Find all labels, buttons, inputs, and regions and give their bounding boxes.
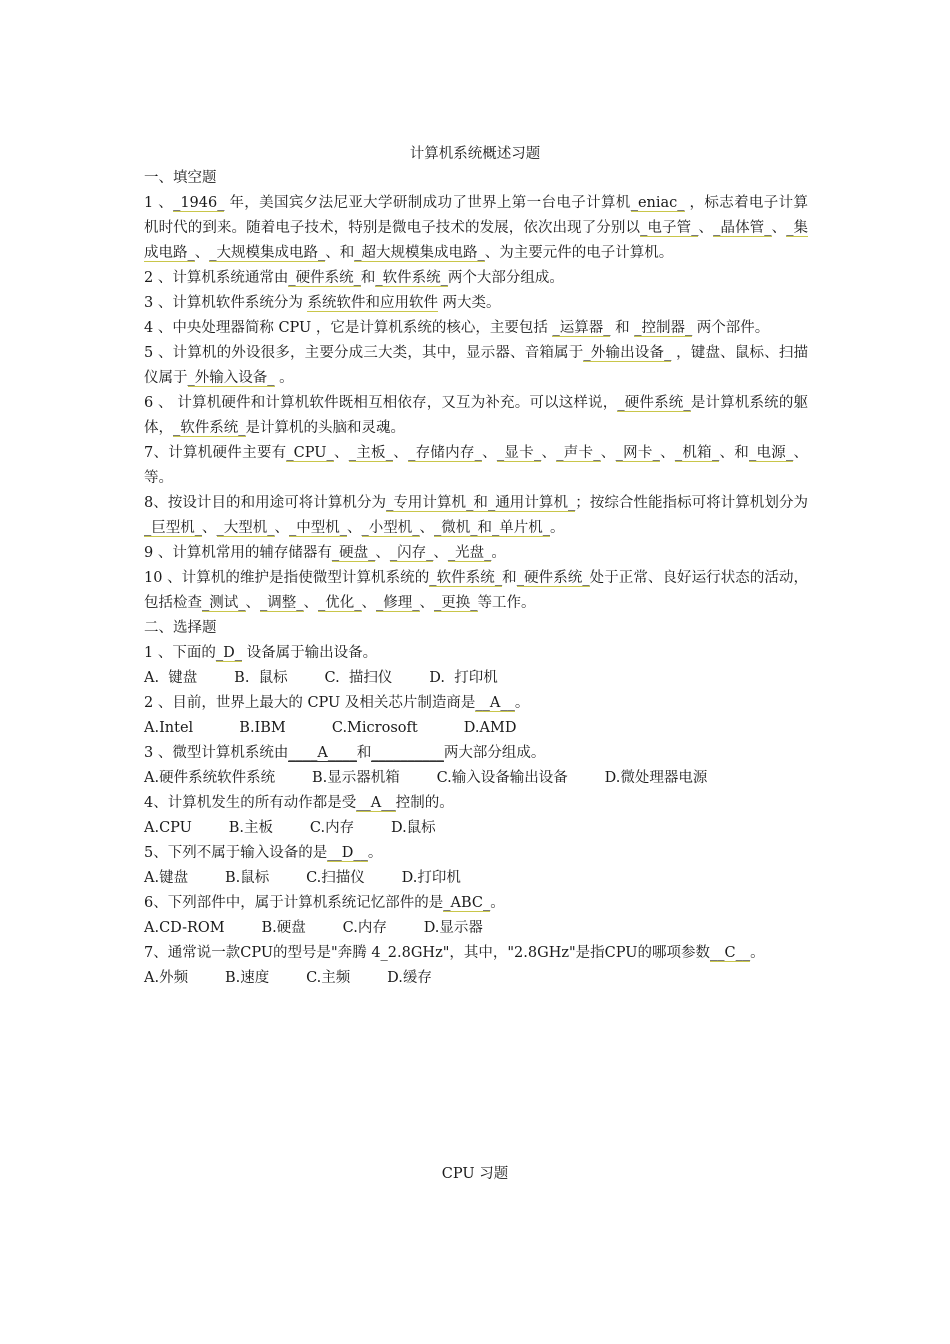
- answer: _主板_: [348, 445, 394, 461]
- answer: _超大规模集成电路_: [354, 245, 485, 261]
- question-choice-3: 3 、微型计算机系统由____A____和__________两大部分组成。: [144, 745, 546, 761]
- blank: __________: [371, 745, 444, 761]
- question-choice-5: 5、下列不属于输入设备的是__D__。: [144, 845, 383, 861]
- answer: _修理_: [376, 595, 420, 611]
- answer: ____A____: [288, 745, 357, 761]
- answer: _电源_: [749, 445, 794, 461]
- question-choice-6: 6、下列部件中，属于计算机系统记忆部件的是_ABC_。: [144, 895, 505, 911]
- question-fill-1: 1 、_1946_ 年，美国宾夕法尼亚大学研制成功了世界上第一台电子计算机_eniac_ ，标志着电子计算机时代的到来。随着电子技术，特别是微电子技术的发展，依次出现了分别以_电子管_、_晶体管_、_集成电路_、_大规模集成电路_、和_超大规模集成电路_、为主要元件的电子计算机。: [144, 195, 809, 261]
- answer: _硬盘_: [331, 545, 376, 561]
- answer: __C__: [709, 945, 751, 961]
- question-fill-6: 6 、 计算机硬件和计算机软件既相互相依存，又互为补充。可以这样说，_硬件系统_是计算机系统的躯体，_软件系统_是计算机的头脑和灵魂。: [144, 395, 808, 436]
- section-heading-choice: 二、选择题: [144, 620, 217, 636]
- answer: _硬件系统_: [617, 395, 691, 411]
- answer: _外输出设备_: [583, 345, 672, 361]
- answer: _中型机_: [289, 520, 347, 536]
- exercise-content: [144, 166, 808, 991]
- question-fill-8: 8、按设计目的和用途可将计算机分为_专用计算机_和_通用计算机_；按综合性能指标可将计算机划分为_巨型机_、_大型机_、_中型机_、_小型机_、_微机_和_单片机_。: [144, 495, 809, 536]
- answer: _软件系统_: [375, 270, 448, 286]
- question-choice-7: 7、通常说一款CPU的型号是"奔腾 4_2.8GHz"，其中，"2.8GHz"是指CPU的哪项参数__C__。: [144, 945, 765, 961]
- answer: _测试_: [202, 595, 246, 611]
- answer: _显卡_: [496, 445, 542, 461]
- question-fill-10: 10 、计算机的维护是指使微型计算机系统的_软件系统_和_硬件系统_处于正常、良好运行状态的活动，包括检查_测试_、_调整_、_优化_、_修理_、_更换_等工作。: [144, 570, 809, 611]
- answer: __A__: [475, 695, 515, 711]
- answer: _硬件系统_: [516, 570, 590, 586]
- answer: _小型机_: [361, 520, 420, 536]
- answer: _晶体管_: [713, 220, 772, 236]
- answer: _电子管_: [640, 220, 699, 236]
- question-fill-5: 5 、计算机的外设很多，主要分成三大类，其中，显示器、音箱属于_外输出设备_ ，键盘、鼠标、扫描仪属于_外输入设备_ 。: [144, 345, 809, 386]
- answer: _外输入设备_: [187, 370, 275, 386]
- choice-options-5: A.键盘 B.鼠标 C.扫描仪 D.打印机: [144, 870, 461, 886]
- answer: _专用计算机_和_通用计算机_: [386, 495, 576, 511]
- answer: _调整_: [260, 595, 304, 611]
- choice-options-6: A.CD-ROM B.硬盘 C.内存 D.显示器: [144, 920, 483, 936]
- answer: __D__: [327, 845, 368, 861]
- question-choice-4: 4、计算机发生的所有动作都是受__A__控制的。: [144, 795, 454, 811]
- question-fill-2: 2 、计算机系统通常由_硬件系统_和_软件系统_两个大部分组成。: [144, 270, 564, 286]
- question-fill-3: 3 、计算机软件系统分为 系统软件和应用软件 两大类。: [144, 295, 501, 311]
- answer: __A__: [356, 795, 396, 811]
- answer: _网卡_: [615, 445, 660, 461]
- answer: _闪存_: [389, 545, 434, 561]
- answer: _硬件系统_: [288, 270, 361, 286]
- answer: _巨型机_: [144, 520, 202, 536]
- answer: _运算器_: [552, 320, 611, 336]
- choice-options-7: A.外频 B.速度 C.主频 D.缓存: [144, 970, 432, 986]
- question-fill-9: 9 、计算机常用的辅存储器有_硬盘_、_闪存_、_光盘_。: [144, 545, 506, 561]
- choice-options-4: A.CPU B.主板 C.内存 D.鼠标: [144, 820, 436, 836]
- answer: _CPU_: [286, 445, 334, 461]
- answer: _存储内存_: [408, 445, 482, 461]
- answer: _1946_: [173, 195, 225, 211]
- section-heading-fill-in: 一、填空题: [144, 170, 217, 186]
- answer: _D_: [215, 645, 242, 661]
- answer: _软件系统_: [429, 570, 503, 586]
- next-section-title: CPU 习题: [441, 1166, 509, 1182]
- question-choice-1: 1 、下面的_D_ 设备属于输出设备。: [144, 645, 378, 661]
- answer: _集成电路_: [144, 220, 809, 261]
- choice-options-3: A.硬件系统软件系统 B.显示器机箱 C.输入设备输出设备 D.微处理器电源: [144, 770, 708, 786]
- answer: _软件系统_: [173, 420, 246, 436]
- answer: _控制器_: [634, 320, 693, 336]
- answer: _大型机_: [216, 520, 275, 536]
- answer: _优化_: [318, 595, 362, 611]
- answer: _机箱_: [674, 445, 720, 461]
- answer: _声卡_: [556, 445, 601, 461]
- answer: _大规模集成电路_: [209, 245, 326, 261]
- answer: _微机_和_单片机_: [434, 520, 550, 536]
- page-title: 计算机系统概述习题: [409, 146, 541, 162]
- answer: 系统软件和应用软件: [307, 295, 438, 311]
- choice-options-1: A. 键盘 B. 鼠标 C. 描扫仪 D. 打印机: [144, 670, 498, 686]
- question-fill-4: 4 、中央处理器简称 CPU ，它是计算机系统的核心，主要包括 _运算器_ 和 _控制器_ 两个部件。: [144, 320, 770, 336]
- answer: _eniac_: [630, 195, 685, 211]
- question-fill-7: 7、计算机硬件主要有_CPU_、_主板_、_存储内存_、_显卡_、_声卡_、_网卡_、_机箱_、和_电源_、等。: [144, 445, 809, 486]
- question-choice-2: 2 、目前，世界上最大的 CPU 及相关芯片制造商是__A__。: [144, 695, 530, 711]
- answer: _光盘_: [447, 545, 492, 561]
- choice-options-2: A.Intel B.IBM C.Microsoft D.AMD: [144, 720, 517, 736]
- answer: _更换_: [434, 595, 478, 611]
- answer: _ABC_: [443, 895, 491, 911]
